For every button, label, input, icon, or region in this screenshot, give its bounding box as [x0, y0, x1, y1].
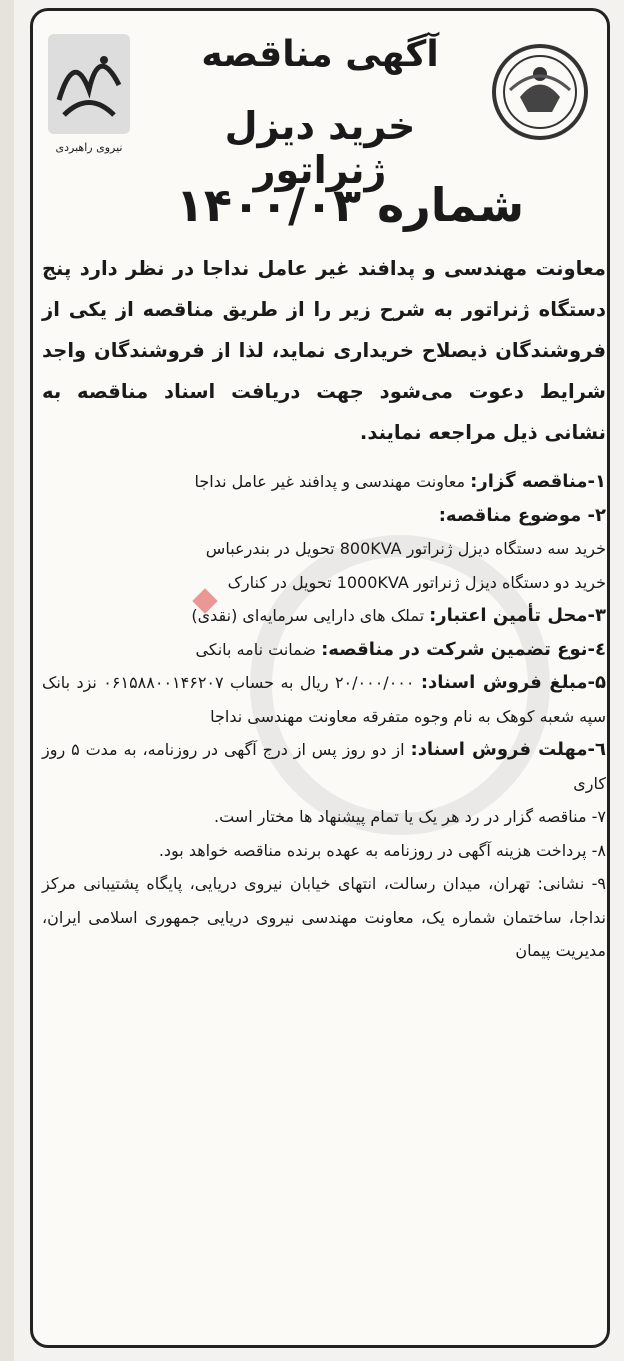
list-item: خرید دو دستگاه دیزل ژنراتور 1000KVA تحویل در کنارک: [227, 572, 606, 592]
ad-title: آگهی مناقصه: [201, 34, 439, 75]
list-item: ۳-محل تأمین اعتبار: تملک های دارایی سرمایه‌ای (نقدی): [191, 605, 606, 626]
list-item: ٦-مهلت فروش اسناد: از دو روز پس از درج آگهی در روزنامه، به مدت ۵ روز کاری: [42, 739, 607, 793]
calligraphy-logo: [44, 30, 134, 160]
item-list: [42, 465, 606, 968]
intro-paragraph: معاونت مهندسی و پدافند غیر عامل نداجا در نظر دارد پنج دستگاه ژنراتور به شرح زیر را از طریق مناقصه از یکی از فروشندگان ذیصلاح خریداری نماید، لذا از فروشندگان واجد شرایط دعوت می‌شود جهت دریافت اسناد مناقصه به نشانی ذیل مراجعه نمایند.: [42, 257, 606, 444]
list-item: ۸- پرداخت هزینه آگهی در روزنامه به عهده برنده مناقصه خواهد بود.: [158, 840, 606, 860]
list-item: ۷- مناقصه گزار در رد هر یک یا تمام پیشنهاد ها مختار است.: [214, 807, 606, 826]
ad-subtitle: خرید دیزل ژنراتور: [224, 104, 416, 192]
army-emblem-icon: [490, 42, 590, 142]
list-item: ۵-مبلغ فروش اسناد: ۲۰/۰۰۰/۰۰۰ ریال به حساب ۰۶۱۵۸۸۰۰۱۴۶۲۰۷ نزد بانک سپه شعبه کوهک به نام وجوه متفرقه معاونت مهندسی نداجا: [42, 672, 607, 726]
list-item: ۲- موضوع مناقصه:: [438, 504, 606, 526]
calligraphy-logo-icon: [44, 30, 134, 140]
ad-body: [42, 248, 606, 968]
list-item: ٤-نوع تضمین شرکت در مناقصه: ضمانت نامه بانکی: [195, 638, 606, 660]
page-edge: [0, 0, 14, 1361]
org-caption: نیروی راهبردی: [55, 141, 123, 154]
tender-number: شماره ۱۴۰۰/۰۳: [175, 178, 525, 232]
list-item: ۹- نشانی: تهران، میدان رسالت، انتهای خیابان نیروی دریایی، پایگاه پشتیبانی مرکز نداجا، ساختمان شماره یک، معاونت مهندسی نیروی دریایی جمهوری اسلامی ایران، مدیریت پیمان: [42, 874, 606, 960]
list-item: ۱-مناقصه گزار: معاونت مهندسی و پدافند غیر عامل نداجا: [194, 471, 606, 492]
list-item: خرید سه دستگاه دیزل ژنراتور 800KVA تحویل در بندرعباس: [205, 539, 606, 558]
